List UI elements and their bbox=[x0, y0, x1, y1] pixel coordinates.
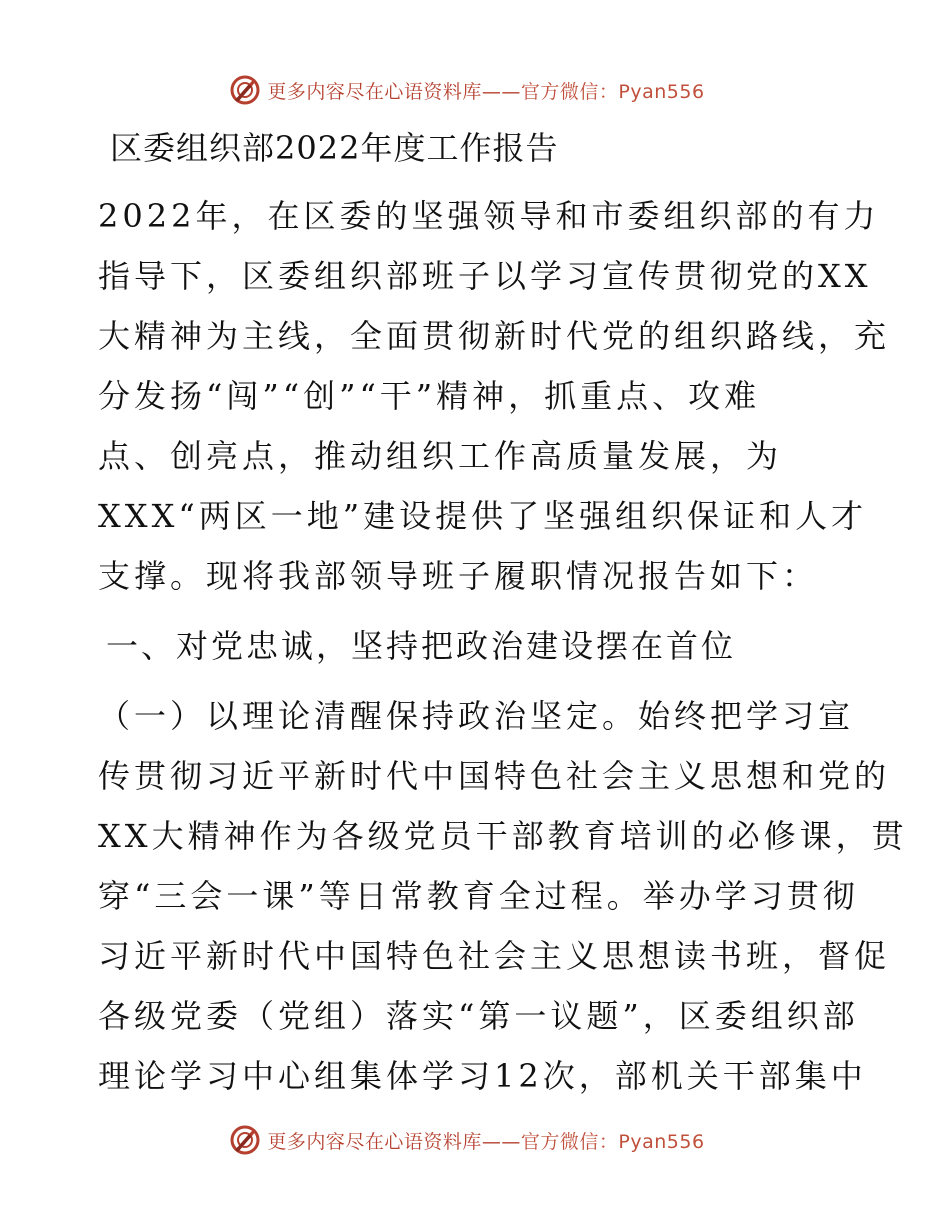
banner-separator: —— bbox=[481, 80, 521, 103]
text-line: 理论学习中心组集体学习12次，部机关干部集中 bbox=[98, 1057, 867, 1095]
top-watermark-banner bbox=[0, 70, 950, 110]
bottom-watermark-banner bbox=[0, 1120, 950, 1160]
intro-paragraph bbox=[98, 186, 891, 606]
banner-content bbox=[229, 74, 704, 106]
text-line: 点、创亮点，推动组织工作高质量发展，为 bbox=[98, 437, 783, 475]
text-line: XXX“两区一地”建设提供了坚强组织保证和人才 bbox=[98, 497, 868, 535]
banner-main-text: 更多内容尽在心语资料库 bbox=[267, 1130, 482, 1153]
text-line: 2022年，在区委的坚强领导和市委组织部的有力 bbox=[98, 197, 880, 235]
text-line: 分发扬“闯”“创”“干”精神，抓重点、攻难 bbox=[98, 377, 761, 415]
section-1-paragraph bbox=[98, 686, 908, 1106]
banner-content bbox=[229, 1124, 704, 1156]
text-line: 支撑。现将我部领导班子履职情况报告如下： bbox=[98, 557, 819, 595]
banner-main-text: 更多内容尽在心语资料库 bbox=[267, 80, 482, 103]
section-1-heading: 一、对党忠诚，坚持把政治建设摆在首位 bbox=[106, 627, 737, 665]
text-line: 习近平新时代中国特色社会主义思想读书班，督促 bbox=[98, 937, 891, 975]
brand-logo-icon bbox=[229, 74, 261, 106]
text-line: 指导下，区委组织部班子以学习宣传贯彻党的XX bbox=[98, 257, 872, 295]
text-line: 各级党委（党组）落实“第一议题”，区委组织部 bbox=[98, 997, 859, 1035]
brand-logo-icon bbox=[229, 1124, 261, 1156]
banner-text bbox=[267, 1127, 704, 1154]
banner-text bbox=[267, 77, 704, 104]
text-line: （一）以理论清醒保持政治坚定。始终把学习宣 bbox=[98, 697, 855, 735]
text-line: 传贯彻习近平新时代中国特色社会主义思想和党的 bbox=[98, 757, 891, 795]
banner-wechat-text: 官方微信：Pyan556 bbox=[520, 80, 705, 103]
text-line: 大精神为主线，全面贯彻新时代党的组织路线，充 bbox=[98, 317, 891, 355]
document-title: 区委组织部2022年度工作报告 bbox=[110, 129, 559, 167]
document-body bbox=[98, 118, 908, 1116]
text-line: 穿“三会一课”等日常教育全过程。举办学习贯彻 bbox=[98, 877, 859, 915]
banner-wechat-text: 官方微信：Pyan556 bbox=[520, 1130, 705, 1153]
banner-separator: —— bbox=[481, 1130, 521, 1153]
text-line: XX大精神作为各级党员干部教育培训的必修课，贯 bbox=[98, 817, 908, 855]
